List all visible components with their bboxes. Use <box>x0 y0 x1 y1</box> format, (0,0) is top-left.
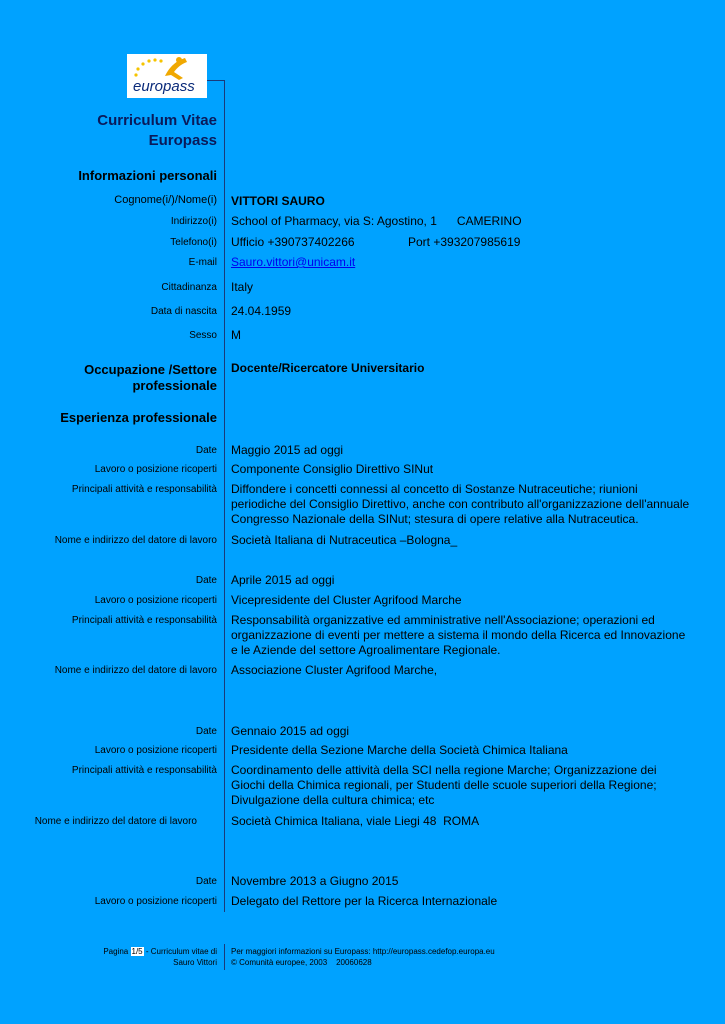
page-number: 1/5 <box>131 947 143 956</box>
exp-employer: Associazione Cluster Agrifood Marche, <box>231 663 438 677</box>
footer-info: Per maggiori informazioni su Europass: http://europass.cedefop.europa.eu <box>231 947 495 956</box>
date-label: Date <box>195 876 217 887</box>
exp-role: Presidente della Sezione Marche della Società Chimica Italiana <box>231 743 568 757</box>
svg-text:europass: europass <box>133 78 195 95</box>
employer-label: Nome e indirizzo del datore di lavoro <box>54 535 217 546</box>
occupation-heading-1: Occupazione /Settore <box>84 362 217 377</box>
footer-page-prefix: Pagina <box>103 947 129 956</box>
name-label: Cognome(i/)/Nome(i) <box>114 194 217 206</box>
exp-role: Componente Consiglio Direttivo SINut <box>231 462 434 476</box>
sex-label: Sesso <box>189 330 217 341</box>
exp-employer: Società Chimica Italiana, viale Liegi 48 ROMA <box>231 814 480 828</box>
footer-copyright: © Comunità europee, 2003 20060628 <box>231 958 372 967</box>
employer-label: Nome e indirizzo del datore di lavoro <box>34 816 197 827</box>
exp-activities: Responsabilità organizzative ed amministrative nell'Associazione; operazioni ed organizzazione di eventi per mettere a sistema il mondo della Ricerca ed Innovazione e le Aziende del settore Agroalimentare Regionale. <box>231 613 686 657</box>
phone-mobile: Port +393207985619 <box>408 235 521 249</box>
europass-logo-graphic <box>127 54 207 98</box>
date-label: Date <box>195 575 217 586</box>
role-label: Lavoro o posizione ricoperti <box>94 745 217 756</box>
email-link[interactable] <box>231 255 355 270</box>
activities-label: Principali attività e responsabilità <box>71 615 217 626</box>
email-value[interactable]: Sauro.vittori@unicam.it <box>231 255 356 269</box>
date-label: Date <box>195 445 217 456</box>
role-label: Lavoro o posizione ricoperti <box>94 896 217 907</box>
address-label: Indirizzo(i) <box>170 216 217 227</box>
column-divider <box>224 80 225 912</box>
activities-label: Principali attività e responsabilità <box>71 765 217 776</box>
role-label: Lavoro o posizione ricoperti <box>94 595 217 606</box>
footer-page-line <box>103 947 217 957</box>
activities-label: Principali attività e responsabilità <box>71 484 217 495</box>
exp-date: Maggio 2015 ad oggi <box>231 443 344 457</box>
phone-label: Telefono(i) <box>170 237 217 248</box>
occupation-value: Docente/Ricercatore Universitario <box>231 361 425 375</box>
citizenship-label: Cittadinanza <box>161 282 217 293</box>
email-label: E-mail <box>188 257 217 268</box>
cv-title: Curriculum Vitae <box>97 112 217 129</box>
exp-role: Delegato del Rettore per la Ricerca Internazionale <box>231 894 498 908</box>
exp-role: Vicepresidente del Cluster Agrifood Marche <box>231 593 462 607</box>
occupation-heading-2: professionale <box>132 378 217 393</box>
role-label: Lavoro o posizione ricoperti <box>94 464 217 475</box>
citizenship-value: Italy <box>231 280 254 294</box>
cv-subtitle: Europass <box>148 132 217 149</box>
date-label: Date <box>195 726 217 737</box>
name-value: VITTORI SAURO <box>231 194 325 208</box>
footer-divider <box>224 944 225 970</box>
footer-page-suffix: - Curriculum vitae di <box>145 947 217 956</box>
europass-logo <box>127 54 207 98</box>
exp-date: Aprile 2015 ad oggi <box>231 573 335 587</box>
personal-info-heading: Informazioni personali <box>78 168 217 183</box>
exp-date: Novembre 2013 a Giugno 2015 <box>231 874 399 888</box>
footer-owner: Sauro Vittori <box>173 958 217 967</box>
exp-date: Gennaio 2015 ad oggi <box>231 724 350 738</box>
employer-label: Nome e indirizzo del datore di lavoro <box>54 665 217 676</box>
exp-activities: Coordinamento delle attività della SCI nella regione Marche; Organizzazione dei Giochi della Chimica regionali, per Studenti delle scuole superiori della Regione; Divulgazione della cultura chimica; etc <box>231 763 657 807</box>
exp-activities: Diffondere i concetti connessi al concetto di Sostanze Nutraceutiche; riunioni periodiche del Consiglio Direttivo, anche con contributo all'organizzazione dell'annuale Congresso Nazionale della SINut; stesura di opere relative alla Nutraceutica. <box>231 482 690 526</box>
birth-value: 24.04.1959 <box>231 304 292 318</box>
birth-label: Data di nascita <box>150 306 217 317</box>
header-rule <box>207 80 225 81</box>
experience-heading: Esperienza professionale <box>60 410 217 425</box>
address-value: School of Pharmacy, via S: Agostino, 1 CAMERINO <box>231 214 522 228</box>
exp-employer: Società Italiana di Nutraceutica –Bologna_ <box>231 533 458 547</box>
sex-value: M <box>231 328 241 342</box>
phone-office: Ufficio +390737402266 <box>231 235 355 249</box>
